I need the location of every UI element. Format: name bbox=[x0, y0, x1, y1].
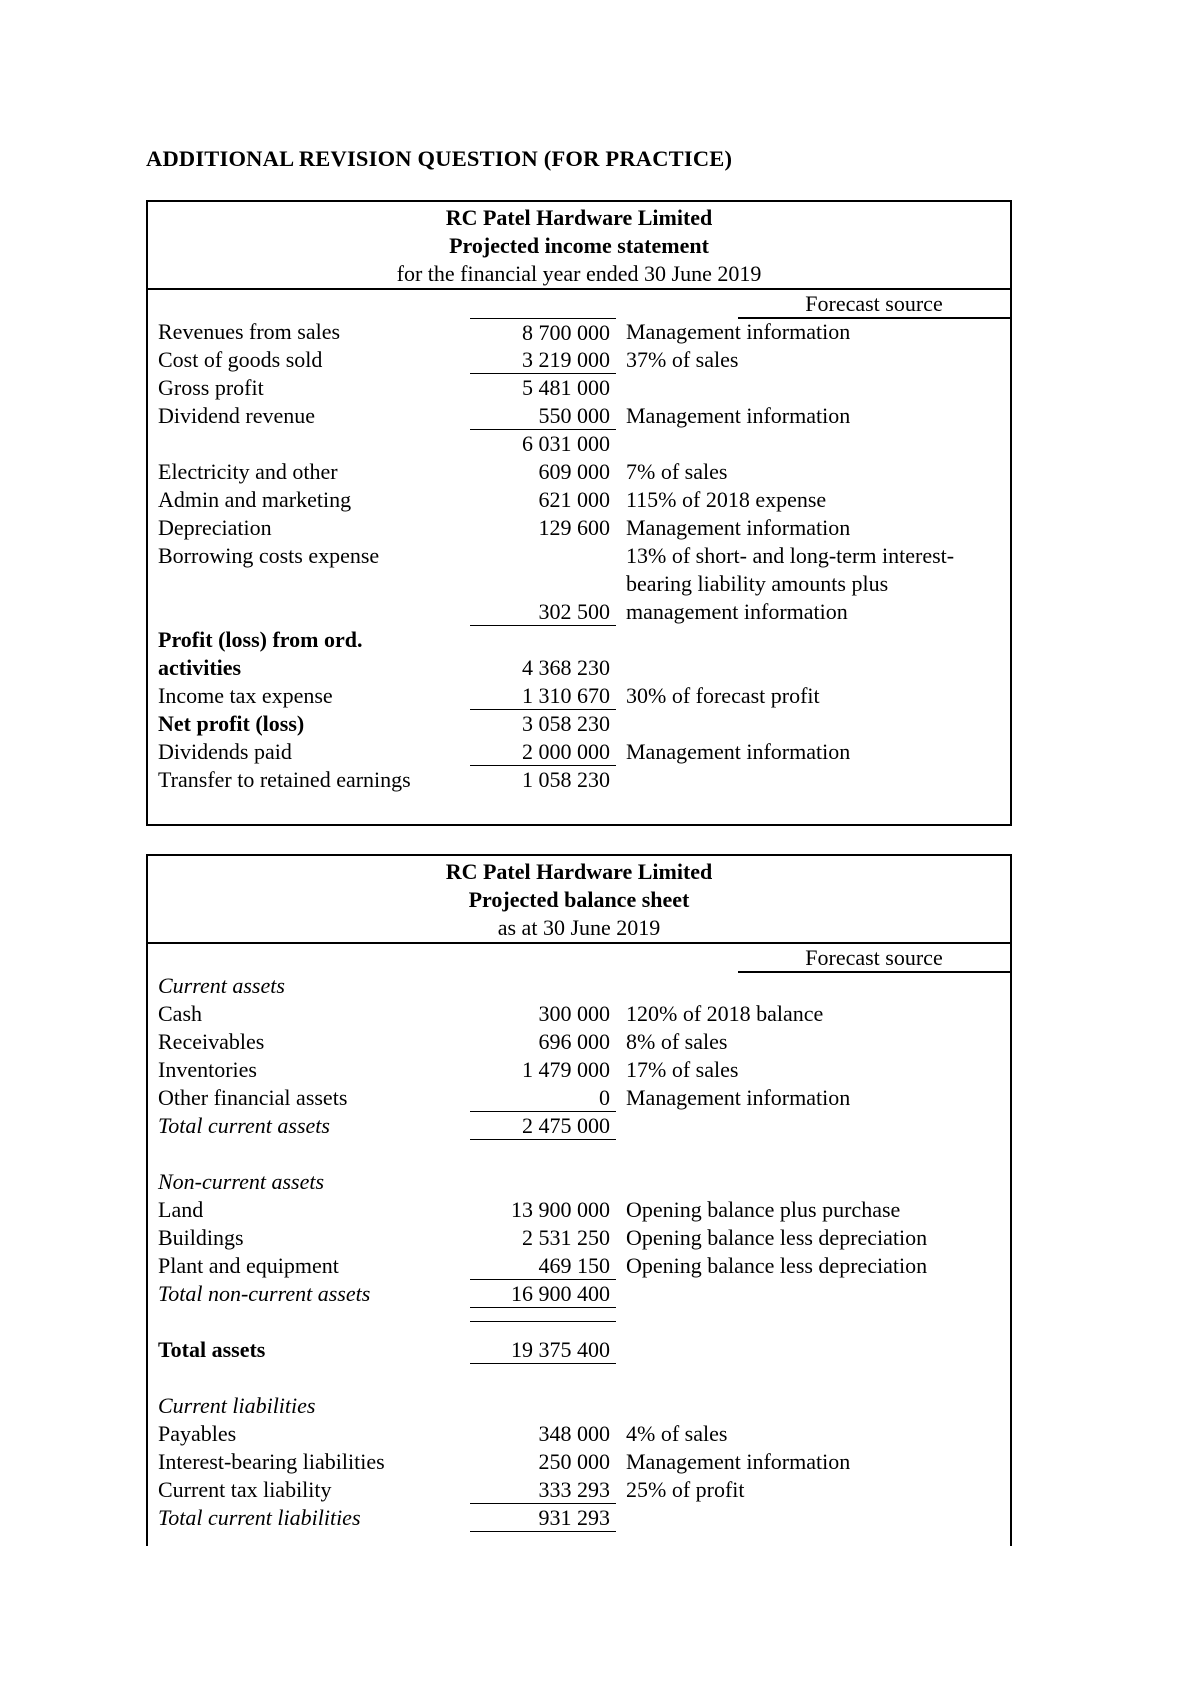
column-header bbox=[148, 288, 1010, 318]
table-row bbox=[148, 1028, 1010, 1056]
table-row bbox=[148, 1504, 1010, 1532]
row-amount: 469 150 bbox=[470, 1252, 616, 1280]
income-statement-header bbox=[148, 202, 1010, 288]
row-label: Land bbox=[158, 1197, 204, 1222]
row-label: Admin and marketing bbox=[158, 487, 352, 512]
row-amount: 1 479 000 bbox=[522, 1057, 610, 1082]
row-label: Total current liabilities bbox=[158, 1505, 361, 1530]
row-label: Plant and equipment bbox=[158, 1253, 339, 1278]
row-label: Revenues from sales bbox=[158, 319, 341, 344]
table-row bbox=[148, 1336, 1010, 1364]
row-label: Total current assets bbox=[158, 1113, 330, 1138]
row-amount: 6 031 000 bbox=[522, 431, 610, 456]
table-row bbox=[148, 626, 1010, 682]
rule bbox=[470, 1308, 616, 1322]
row-amount: 302 500 bbox=[470, 598, 616, 626]
table-row bbox=[148, 430, 1010, 458]
table-row bbox=[148, 710, 1010, 738]
row-source: 120% of 2018 balance bbox=[626, 1001, 824, 1026]
statement-title: Projected balance sheet bbox=[468, 887, 690, 912]
source-line: 13% of short- and long-term interest- bbox=[626, 543, 955, 568]
row-source: 7% of sales bbox=[626, 459, 728, 484]
page-heading: ADDITIONAL REVISION QUESTION (FOR PRACTICE) bbox=[146, 146, 733, 171]
row-amount: 550 000 bbox=[470, 402, 616, 430]
row-amount: 8 700 000 bbox=[470, 318, 616, 346]
income-statement-table bbox=[146, 200, 1012, 826]
row-amount: 2 531 250 bbox=[522, 1225, 610, 1250]
table-row bbox=[148, 1420, 1010, 1448]
statement-period: for the financial year ended 30 June 2019 bbox=[396, 261, 762, 286]
column-header bbox=[148, 942, 1010, 972]
row-source: Opening balance less depreciation bbox=[626, 1225, 928, 1250]
row-label: Interest-bearing liabilities bbox=[158, 1449, 385, 1474]
row-source: 37% of sales bbox=[626, 347, 739, 372]
row-label: Other financial assets bbox=[158, 1085, 348, 1110]
table-row bbox=[148, 514, 1010, 542]
row-label: Transfer to retained earnings bbox=[158, 767, 411, 792]
spacer-row bbox=[148, 1308, 1010, 1336]
source-line: bearing liability amounts plus bbox=[626, 571, 889, 596]
row-source: Opening balance plus purchase bbox=[626, 1197, 901, 1222]
row-source: 17% of sales bbox=[626, 1057, 739, 1082]
row-amount: 4 368 230 bbox=[522, 655, 610, 680]
row-amount: 931 293 bbox=[470, 1504, 616, 1532]
row-amount: 2 475 000 bbox=[470, 1112, 616, 1140]
row-label: Current assets bbox=[158, 973, 285, 998]
row-label: Depreciation bbox=[158, 515, 272, 540]
row-amount: 1 310 670 bbox=[470, 682, 616, 710]
statement-period: as at 30 June 2019 bbox=[497, 915, 661, 940]
row-label: Payables bbox=[158, 1421, 237, 1446]
row-source bbox=[626, 542, 954, 626]
company-name: RC Patel Hardware Limited bbox=[445, 859, 713, 884]
row-amount: 300 000 bbox=[538, 1001, 610, 1026]
forecast-source-header: Forecast source bbox=[738, 291, 1010, 319]
table-row bbox=[148, 682, 1010, 710]
row-label: Borrowing costs expense bbox=[158, 543, 380, 568]
table-row bbox=[148, 766, 1010, 794]
row-amount: 3 058 230 bbox=[522, 711, 610, 736]
table-row bbox=[148, 1056, 1010, 1084]
table-row bbox=[148, 1224, 1010, 1252]
statement-title: Projected income statement bbox=[449, 233, 709, 258]
source-line: management information bbox=[626, 599, 848, 624]
row-amount: 16 900 400 bbox=[470, 1280, 616, 1308]
row-source: Management information bbox=[626, 1449, 851, 1474]
row-label: Current tax liability bbox=[158, 1477, 332, 1502]
row-amount: 621 000 bbox=[538, 487, 610, 512]
table-row bbox=[148, 1280, 1010, 1308]
row-label: Inventories bbox=[158, 1057, 257, 1082]
table-row bbox=[148, 318, 1010, 346]
row-label: Non-current assets bbox=[158, 1169, 325, 1194]
row-label: Income tax expense bbox=[158, 683, 333, 708]
row-source: 115% of 2018 expense bbox=[626, 487, 827, 512]
balance-sheet-header bbox=[148, 856, 1010, 942]
row-label: Cost of goods sold bbox=[158, 347, 323, 372]
row-amount: 129 600 bbox=[538, 515, 610, 540]
row-amount: 609 000 bbox=[538, 459, 610, 484]
table-row bbox=[148, 374, 1010, 402]
table-row bbox=[148, 402, 1010, 430]
row-amount: 13 900 000 bbox=[511, 1197, 610, 1222]
table-row bbox=[148, 542, 1010, 626]
row-label: Total assets bbox=[158, 1337, 266, 1362]
row-amount: 333 293 bbox=[470, 1476, 616, 1504]
row-label: Gross profit bbox=[158, 375, 264, 400]
row-amount: 2 000 000 bbox=[470, 738, 616, 766]
row-amount: 19 375 400 bbox=[470, 1336, 616, 1364]
row-label: Dividends paid bbox=[158, 739, 292, 764]
row-source: Management information bbox=[626, 739, 851, 764]
table-row bbox=[148, 458, 1010, 486]
table-row bbox=[148, 486, 1010, 514]
table-row bbox=[148, 1448, 1010, 1476]
label-line: Profit (loss) from ord. bbox=[158, 627, 363, 652]
row-label: Electricity and other bbox=[158, 459, 338, 484]
row-source: Management information bbox=[626, 403, 851, 428]
row-label: Net profit (loss) bbox=[158, 711, 305, 736]
row-source: Management information bbox=[626, 319, 851, 344]
row-label: Buildings bbox=[158, 1225, 244, 1250]
row-amount: 5 481 000 bbox=[522, 375, 610, 400]
row-label: Receivables bbox=[158, 1029, 265, 1054]
section-heading bbox=[148, 972, 1010, 1000]
row-amount: 250 000 bbox=[538, 1449, 610, 1474]
income-rows bbox=[148, 318, 1010, 794]
row-source: Management information bbox=[626, 515, 851, 540]
table-row bbox=[148, 1196, 1010, 1224]
spacer-row bbox=[148, 1364, 1010, 1392]
table-row bbox=[148, 1252, 1010, 1280]
spacer-row bbox=[148, 1140, 1010, 1168]
label-line: activities bbox=[158, 655, 242, 680]
row-source: Management information bbox=[626, 1085, 851, 1110]
row-source: Opening balance less depreciation bbox=[626, 1253, 928, 1278]
row-amount: 696 000 bbox=[538, 1029, 610, 1054]
row-source: 30% of forecast profit bbox=[626, 683, 820, 708]
table-row bbox=[148, 738, 1010, 766]
row-label: Current liabilities bbox=[158, 1393, 316, 1418]
forecast-source-header: Forecast source bbox=[738, 945, 1010, 973]
table-row bbox=[148, 1084, 1010, 1112]
section-heading bbox=[148, 1168, 1010, 1196]
row-source: 4% of sales bbox=[626, 1421, 728, 1446]
row-source: 8% of sales bbox=[626, 1029, 728, 1054]
row-source: 25% of profit bbox=[626, 1477, 745, 1502]
balance-rows bbox=[148, 972, 1010, 1532]
section-heading bbox=[148, 1392, 1010, 1420]
row-amount: 3 219 000 bbox=[470, 346, 616, 374]
table-row bbox=[148, 1476, 1010, 1504]
table-row bbox=[148, 1112, 1010, 1140]
table-row bbox=[148, 1000, 1010, 1028]
row-amount: 1 058 230 bbox=[522, 767, 610, 792]
row-label: Cash bbox=[158, 1001, 202, 1026]
table-row bbox=[148, 346, 1010, 374]
row-amount: 0 bbox=[470, 1084, 616, 1112]
company-name: RC Patel Hardware Limited bbox=[445, 205, 713, 230]
row-label: Total non-current assets bbox=[158, 1281, 371, 1306]
row-amount: 348 000 bbox=[538, 1421, 610, 1446]
balance-sheet-table bbox=[146, 854, 1012, 1546]
row-label: Dividend revenue bbox=[158, 403, 315, 428]
row-label bbox=[158, 626, 362, 682]
